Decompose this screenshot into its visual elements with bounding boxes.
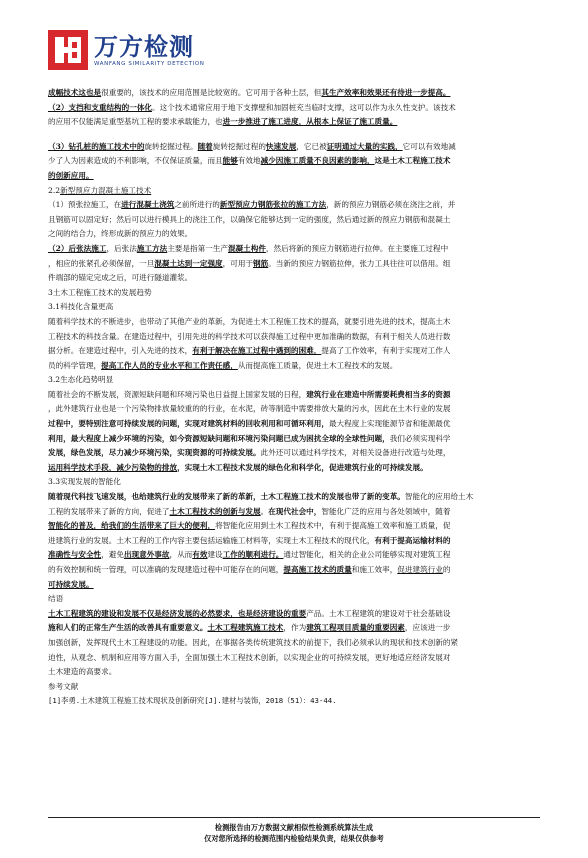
text-segment: 有利于提高运输材料的: [374, 535, 451, 545]
body-line: [48, 461, 548, 476]
text-segment: 随着: [197, 141, 213, 151]
text-segment: 促进建筑行业: [397, 565, 443, 574]
text-segment: 据分析。在建造过程中，引入先进的技术，: [48, 346, 193, 356]
text-segment: 加强创新，发挥现代土木工程建设的功能。因此，在事据各类传统建筑技术的前提下，我们必须承认的现状和技术创新的紧: [48, 637, 459, 647]
references-heading: 参考文献: [48, 681, 79, 691]
text-segment: 利用，最大程度上减少环境的污染，如今资源短缺问题和环境污染问题已成为困扰全球的全球性问题，: [48, 433, 390, 443]
section-heading: 3.3实现发展的智能化: [48, 477, 121, 487]
text-segment: 土木建造的高要求。: [48, 667, 117, 677]
text-segment: 智能化的应用给土木: [404, 492, 474, 502]
text-segment: 有效地: [237, 156, 261, 166]
text-segment: 提高工作人员的专业水平和工作责任感，: [101, 360, 238, 370]
text-segment: 工作的顺利进行。: [222, 550, 284, 560]
text-segment: ，可用于: [222, 258, 254, 268]
text-segment: 的应用不仅能满足重型基坑工程的要求承载能力，也: [48, 117, 223, 127]
body-line: [48, 115, 548, 130]
text-segment: 此外还可以通过科学技术，对相关设备进行改造与处理，: [260, 448, 451, 458]
text-segment: 混凝土构件: [227, 243, 266, 253]
body-line: [48, 169, 548, 184]
body-line: [48, 578, 548, 593]
footer-line-2: 仅对您所选择的检测范围内检验结果负责，结果仅供参考: [204, 834, 384, 843]
text-segment: ，然后将新的预应力钢筋进行拉伸。在主要施工过程中: [265, 243, 449, 253]
text-segment: 减少因施工质量不良因素的影响，: [260, 156, 375, 166]
body-line: [48, 636, 548, 651]
text-segment: 产品。土木工程建筑的建设对于社会基础设: [306, 608, 451, 618]
text-segment: 发展，绿色发展，尽力减少环境污染，实现资源的可持续发展。: [48, 448, 261, 458]
text-segment: 将智能化应用到土木工程技术中，有利于提高施工效率和施工质量，促: [215, 521, 451, 531]
text-segment: 之前所进行的: [174, 200, 220, 210]
text-segment: ，从而: [169, 550, 193, 560]
text-segment: 土木工程技术的创新与发展: [169, 506, 261, 516]
text-segment: 旋转挖掘过程的: [212, 141, 266, 151]
body-line: [48, 359, 548, 374]
text-segment: 随着科学技术的不断进步，也带动了其他产业的革新，为促进土木工程施工技术的提高，就要引进先进的技术，提高土木: [48, 316, 451, 326]
wanfang-logo-icon: [48, 30, 88, 70]
brand-subtitle: WANFANG SIMILARITY DETECTION: [94, 61, 205, 67]
text-segment: 少了人为因素造成的不利影响，不仅保证质量，而且: [48, 156, 223, 166]
text-segment: 通过智能化，相关的企业公司能够实现对建筑工程: [283, 550, 451, 560]
text-segment: 运用科学技术手段，减少污染物的排放: [48, 462, 178, 472]
body-line: [48, 388, 548, 403]
text-segment: （2）支挡和支重结构的一体化: [48, 102, 153, 112]
text-segment: 钢筋: [253, 258, 269, 268]
text-segment: 智能化的普及，给我们的生活带来了巨大的便利，: [48, 521, 216, 531]
body-line: [48, 563, 548, 578]
text-segment: 土木工程建筑施工技术: [207, 623, 284, 633]
text-segment: （2）后张法施工: [48, 243, 107, 253]
text-segment: 的创新应用。: [48, 170, 94, 180]
text-segment: ，它已被: [296, 141, 327, 151]
text-segment: 之间的结合力，终形成新的预应力的效果。: [48, 229, 193, 239]
body-line: [48, 330, 548, 345]
body-line: [48, 505, 548, 520]
section-heading: 结语: [48, 594, 64, 604]
body-line: [48, 548, 548, 563]
text-segment: 有效: [192, 550, 208, 560]
body-line: [48, 621, 548, 636]
text-segment: 能够: [222, 156, 238, 166]
body-line: [48, 198, 548, 213]
body-line: [48, 490, 548, 505]
text-segment: 新型预应力钢筋张拉的施工方法: [219, 200, 327, 210]
text-segment: 旋转挖掘过程。: [144, 141, 198, 151]
text-segment: 成幅技术这也是: [48, 88, 102, 97]
text-segment: 从而提高施工质量，促进土木工程技术的发展。: [237, 360, 398, 370]
body-line: [48, 534, 548, 549]
text-segment: 员的科学管理，: [48, 360, 102, 370]
text-segment: ，此外建筑行业也是一个污染物排放量较重的的行业，在水泥，砖等制造中需要排放大量的污水，: [48, 404, 375, 414]
section-heading: 3.1科技化含量更高: [48, 302, 114, 312]
body-line: [48, 402, 548, 417]
text-segment: 建筑行业在建造中所需要耗费相当多的资源: [306, 389, 451, 399]
text-segment: 进建筑行业的发展。土木工程的工作内容主要包括运输施工材料等，实现土木工程技术的现代化，: [48, 535, 375, 545]
text-segment: ，避免: [101, 550, 124, 560]
text-segment: 2.2: [48, 185, 61, 195]
text-segment: 工程技术的科技含量。在建造过程中，引用先进的科学技术可以获得施工过程中更加准确的数据，有利于相关人员进行数: [48, 331, 451, 341]
body-line: [48, 344, 548, 359]
section-heading: 3.2生态化趋势明显: [48, 375, 114, 385]
text-segment: 。: [260, 506, 269, 516]
body-line: [48, 101, 548, 116]
text-segment: 随着社会的不断发展，资源短缺问题和环境污染也日益提上国家发展的日程，: [48, 389, 307, 399]
text-segment: ，相应的张紧孔必须保留，一旦: [48, 258, 155, 268]
text-segment: 随着现代科技飞速发展，也给建筑行业的发展带来了新的革新，土木工程施工技术的发展也带了新的变革。: [48, 492, 405, 502]
text-segment: ，新的预应力钢筋必须在浇注之前，并: [326, 200, 456, 210]
text-segment: ，应该进一步: [404, 623, 451, 633]
text-segment: 在现代社会中，: [268, 506, 322, 516]
text-segment: 且钢筋可以固定好；然后可以进行模具上的浇注工作，以确保它能够达到一定的强度，然后通过新的预应力钢筋和混凝土: [48, 214, 451, 224]
text-segment: 件端部的锚定完成之后，可进行隧道灌浆。: [48, 273, 193, 283]
footer-line-1: 检测报告由万方数据文献相似性检测系统算法生成: [214, 823, 374, 832]
body-line: [48, 242, 548, 257]
text-segment: 迫性，从观念、机制和应用等方面入手，全面加强土木工程技术创新，以实现企业的可持续发展，更好地适应经济发展对: [48, 652, 451, 662]
body-line: [48, 446, 548, 461]
reference-item: [1]李勇.土木建筑工程施工技术现状及创新研究[J].建材与装饰，2018（51）：43-44.: [48, 696, 337, 706]
section-heading: 3土木工程施工技术的发展趋势: [48, 287, 152, 297]
text-segment: 混凝土达到一定强度: [154, 258, 223, 268]
text-segment: 。当新的预应力钢筋拉伸，张力工具往往可以借用。组: [268, 258, 451, 268]
text-segment: 智能化广泛的应用与各处领域中，随着: [321, 506, 451, 516]
text-segment: 新型预应力混凝土施工技术: [60, 185, 152, 195]
text-segment: ，作为: [283, 623, 307, 633]
text-segment: 它可以有效地减: [402, 141, 456, 151]
brand-logo: [48, 30, 205, 70]
text-segment: 最大程度上实现能源节省和能源最优: [328, 419, 451, 429]
text-segment: 可持续发展。: [48, 579, 94, 589]
body-line: [48, 154, 548, 169]
text-segment: 这是土木工程施工技术: [374, 156, 451, 166]
text-segment: 。这个技术通常应用于地下支撑壁和加固桩充当临时支撑，这可以作为永久性支护。该技术: [152, 102, 456, 112]
text-segment: 的: [442, 565, 451, 574]
text-segment: 土木工程建筑的建设和发展不仅是经济发展的必然要求，也是经济建设的重要: [48, 608, 307, 618]
body-line: [48, 417, 548, 432]
body-line: [48, 315, 548, 330]
text-segment: 很重要的，该技术的应用范围是比较宽的。它可用于各种土层，但: [101, 88, 322, 97]
text-segment: 我们必须实现科学: [389, 433, 451, 443]
text-segment: 有利于解决在施工过程中遇到的困难，: [192, 346, 322, 356]
body-line: [48, 519, 548, 534]
body-line: [48, 257, 548, 272]
text-segment: （1）预张拉施工，在: [48, 200, 122, 210]
body-line: [48, 227, 548, 242]
text-segment: 建设: [207, 550, 223, 560]
text-segment: 进一步推进了施工进度，从根本上保证了施工质量。: [222, 117, 398, 127]
body-line: [48, 140, 548, 155]
section-heading: [48, 184, 548, 199]
body-line: [48, 607, 548, 622]
text-segment: 过程中，要特别注意可持续发展的问题，实现对建筑材料的回收利用和可循环利用，: [48, 419, 329, 429]
text-segment: 因此在土木行业的发展: [374, 404, 451, 414]
text-segment: 证明通过大量的实践，: [326, 141, 403, 151]
text-segment: 准确性与安全性: [48, 550, 102, 560]
text-segment: 出现意外事故: [123, 550, 170, 560]
footer-divider: [48, 817, 540, 818]
body-line: [48, 213, 548, 228]
text-segment: 工程的发展带来了新的方向，促进了: [48, 506, 170, 516]
body-line: [48, 86, 548, 101]
text-segment: 进行混凝土浇筑: [121, 200, 175, 210]
text-segment: 和施工效率，: [351, 565, 398, 574]
report-footer: [0, 822, 588, 844]
brand-title: 万方检测: [94, 33, 194, 61]
text-segment: （3）钻孔桩的施工技术中的: [48, 141, 145, 151]
body-line: [48, 665, 548, 680]
text-segment: 提高施工技术的质量: [283, 565, 352, 574]
text-segment: 建筑工程项目质量的重要因素: [306, 623, 405, 633]
text-segment: 施工方法: [136, 243, 168, 253]
text-segment: 主要是指第一生产: [167, 243, 228, 253]
document-body: [48, 86, 548, 708]
body-line: [48, 271, 548, 286]
text-segment: 快速发展: [265, 141, 297, 151]
text-segment: 施和人们的正常生产生活的改善具有重要意义。: [48, 623, 208, 633]
text-segment: 提高了工作效率，有利于实现对工作人: [321, 346, 451, 356]
text-segment: 其生产效率和效果还有待进一步提高。: [321, 88, 451, 97]
text-segment: ，后张法: [106, 243, 137, 253]
text-segment: ，实现土木工程技术发展的绿色化和科学化，促进建筑行业的可持续发展。: [177, 462, 428, 472]
body-line: [48, 432, 548, 447]
body-line: [48, 651, 548, 666]
text-segment: 的有效控制和统一管理，可以准确的发现建造过程中可能存在的问题，: [48, 565, 284, 574]
